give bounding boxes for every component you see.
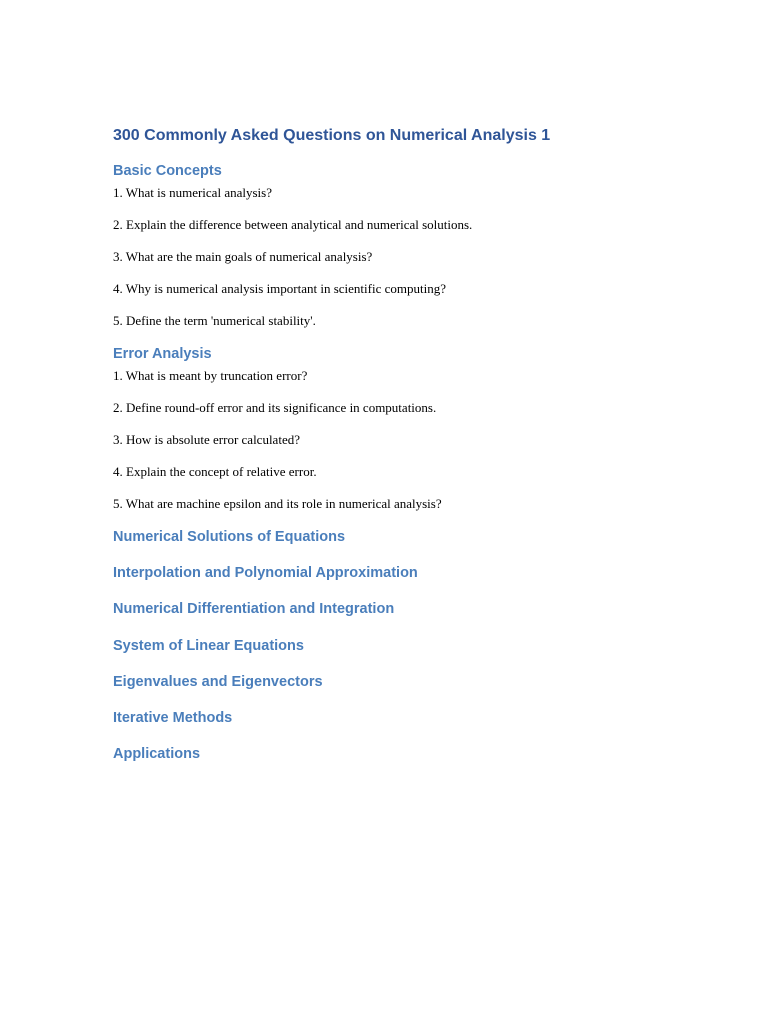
section-heading: Iterative Methods	[113, 710, 233, 726]
question-item: 4. Explain the concept of relative error.	[113, 464, 317, 479]
section-heading: Error Analysis	[113, 346, 212, 362]
section-heading: Numerical Differentiation and Integration	[113, 601, 395, 617]
section-interpolation	[113, 563, 673, 583]
section-heading: System of Linear Equations	[113, 638, 304, 654]
section-iterative-methods	[113, 708, 673, 728]
section-differentiation-integration	[113, 599, 673, 619]
section-linear-equations	[113, 636, 673, 656]
question-item: 3. How is absolute error calculated?	[113, 432, 300, 447]
question-item: 5. What are machine epsilon and its role in numerical analysis?	[113, 496, 442, 511]
section-heading: Applications	[113, 746, 201, 762]
section-eigenvalues	[113, 672, 673, 692]
section-heading: Eigenvalues and Eigenvectors	[113, 674, 323, 690]
question-item: 5. Define the term 'numerical stability'.	[113, 313, 316, 328]
section-heading: Numerical Solutions of Equations	[113, 529, 346, 545]
section-applications	[113, 744, 673, 764]
question-item: 1. What is meant by truncation error?	[113, 368, 308, 383]
section-error-analysis	[113, 344, 673, 513]
section-basic-concepts	[113, 161, 673, 330]
question-item: 4. Why is numerical analysis important in scientific computing?	[113, 281, 446, 296]
question-item: 3. What are the main goals of numerical analysis?	[113, 249, 373, 264]
section-heading: Interpolation and Polynomial Approximation	[113, 565, 418, 581]
section-numerical-solutions	[113, 527, 673, 547]
document-body	[113, 124, 673, 764]
question-item: 2. Define round-off error and its significance in computations.	[113, 400, 437, 415]
document-title: 300 Commonly Asked Questions on Numerical Analysis 1	[113, 127, 551, 144]
question-item: 1. What is numerical analysis?	[113, 185, 272, 200]
section-heading: Basic Concepts	[113, 163, 222, 179]
question-item: 2. Explain the difference between analytical and numerical solutions.	[113, 217, 473, 232]
